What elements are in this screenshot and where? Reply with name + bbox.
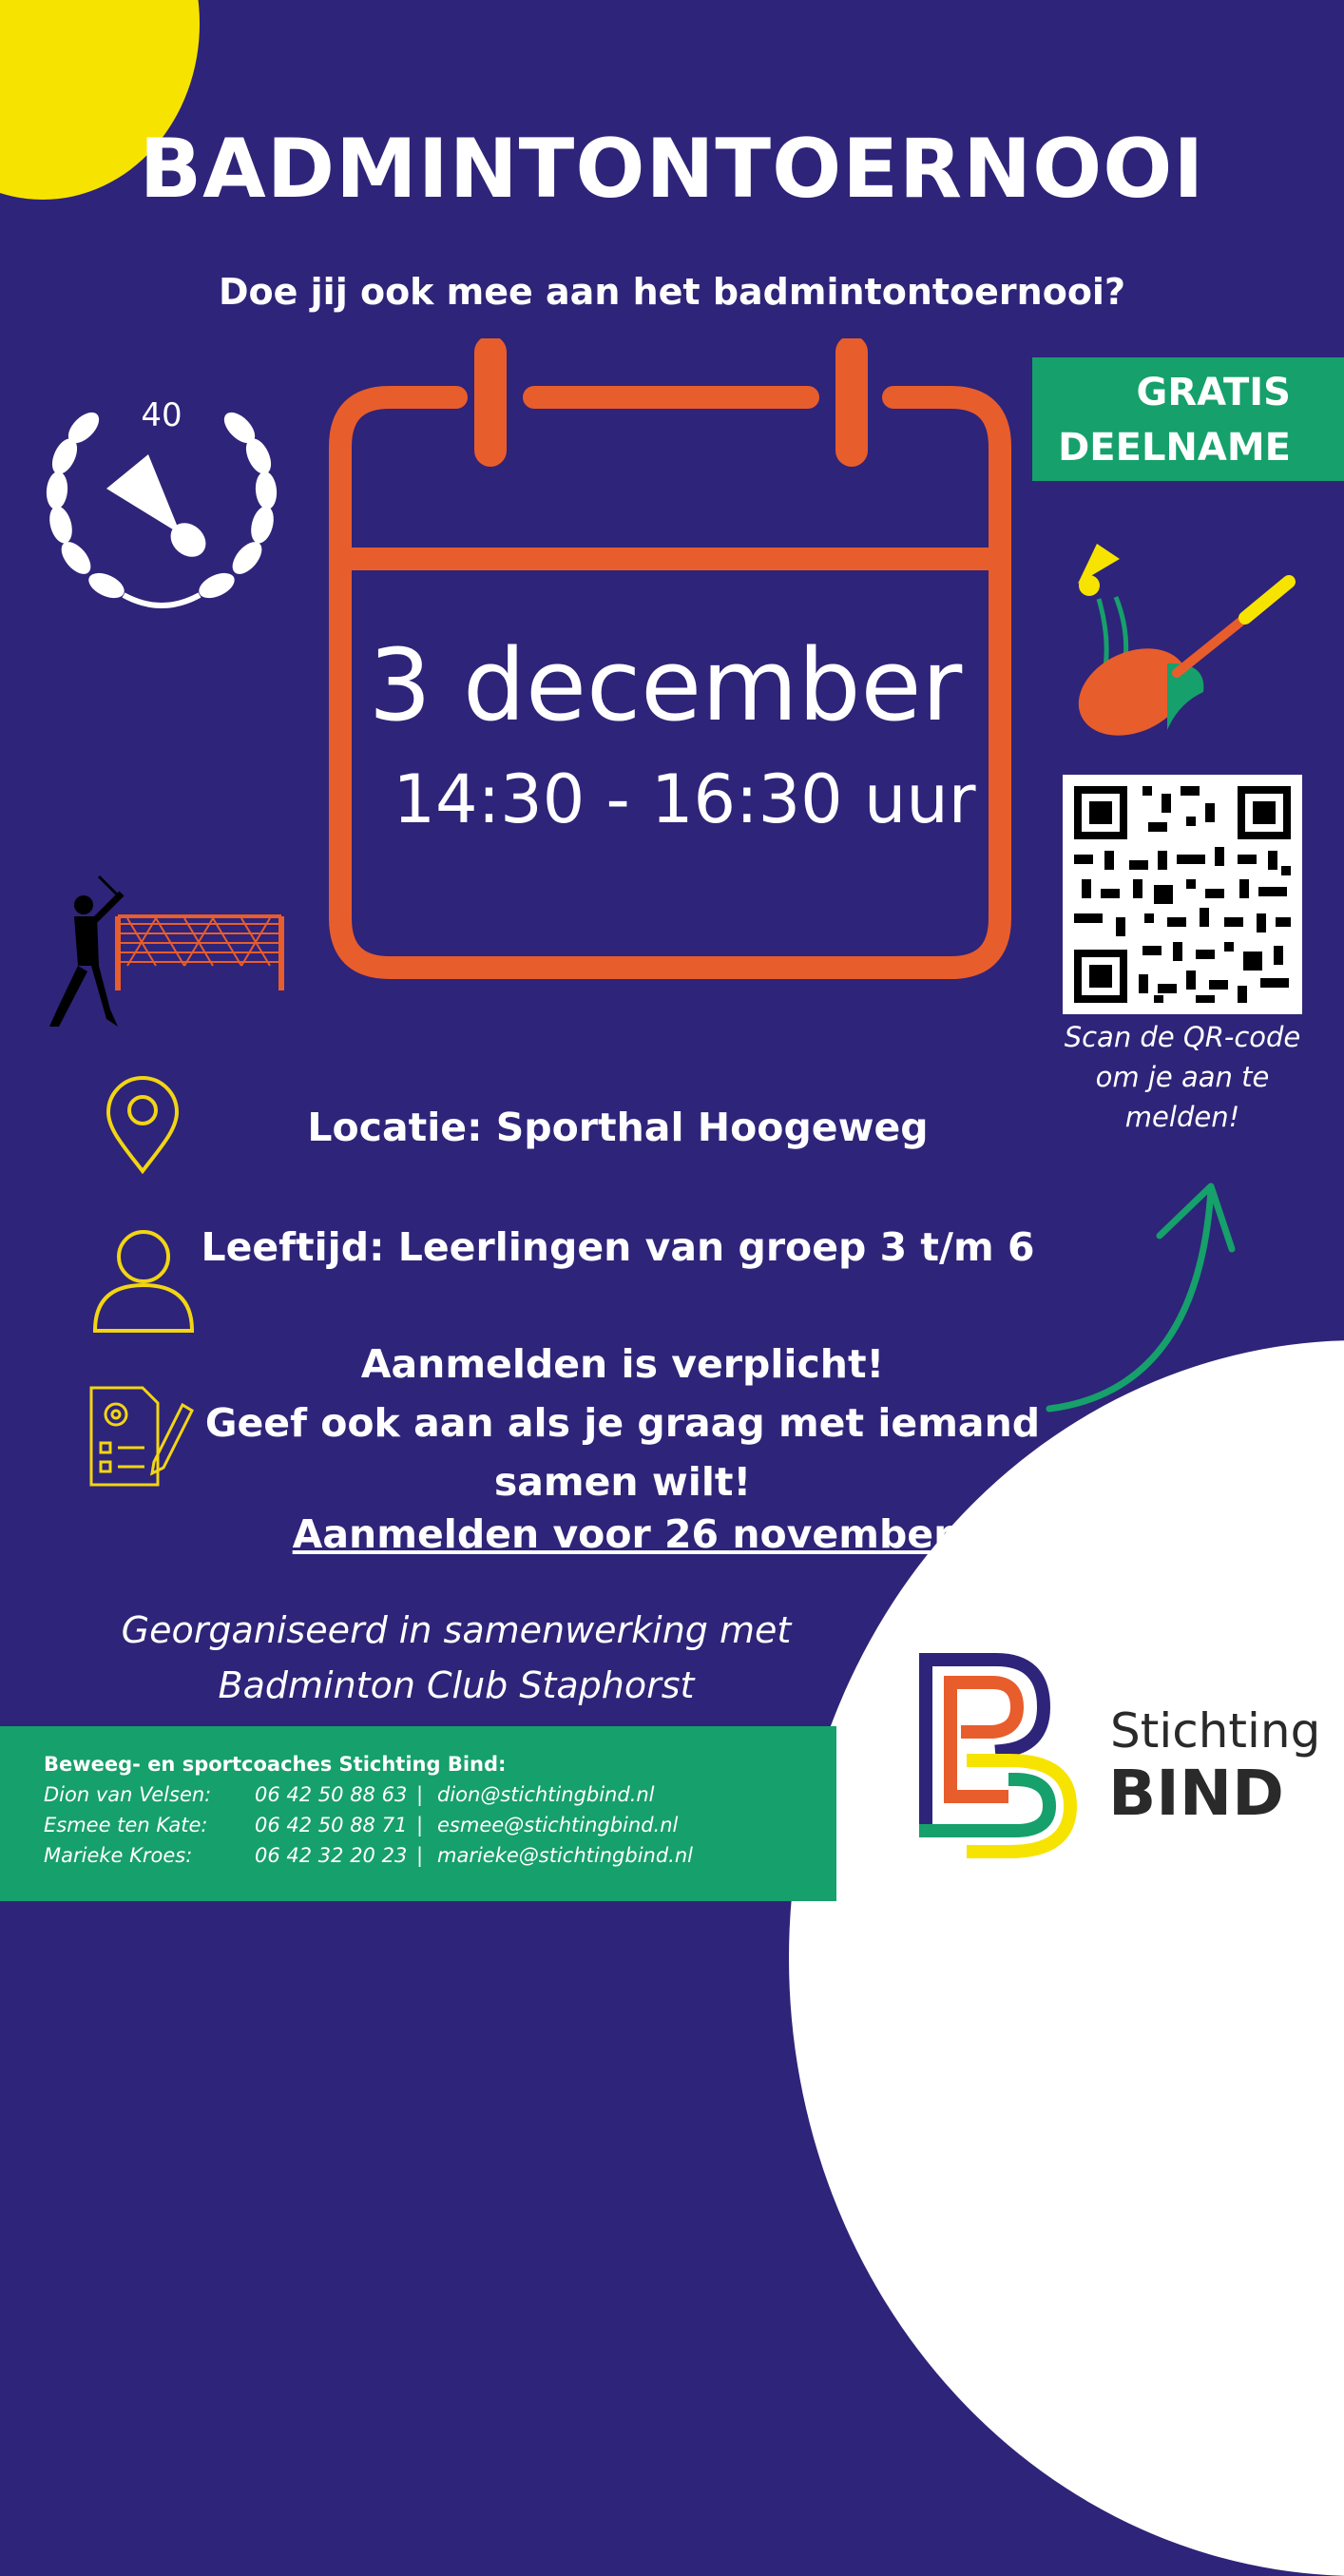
event-time: 14:30 - 16:30 uur [393,760,976,838]
contact-phone[interactable]: 06 42 50 88 63 [255,1783,408,1806]
qr-caption-line: om je aan te [1095,1061,1270,1093]
contact-phone[interactable]: 06 42 50 88 71 [255,1814,408,1836]
contact-email[interactable]: marieke@stichtingbind.nl [437,1844,693,1867]
contact-list [44,1749,693,1871]
badge-line: DEELNAME [1058,426,1291,470]
qr-caption-line: Scan de QR-code [1064,1021,1301,1053]
age-info: Leeftijd: Leerlingen van groep 3 t/m 6 [201,1224,1035,1270]
person-icon [91,1226,196,1336]
laurel-number: 40 [141,396,182,434]
subtitle: Doe jij ook mee aan het badmintontoernooi? [219,271,1125,313]
event-date: 3 december [368,627,963,743]
contact-email[interactable]: esmee@stichtingbind.nl [437,1814,679,1836]
contact-row [44,1779,693,1810]
registration-deadline: Aanmelden voor 26 november [292,1511,953,1557]
contact-name: Marieke Kroes: [44,1844,193,1867]
page-title: BADMINTONTOERNOOI [139,122,1205,217]
contact-name: Esmee ten Kate: [44,1814,208,1836]
contact-email[interactable]: dion@stichtingbind.nl [437,1783,655,1806]
contact-phone[interactable]: 06 42 32 20 23 [255,1844,408,1867]
free-participation-badge [1032,357,1344,481]
location-pin-icon [105,1074,181,1179]
bind-logo [911,1644,1101,1863]
organized-line: Georganiseerd in samenwerking met [121,1609,792,1651]
badminton-player-icon [23,867,289,1038]
logo-text-bind: BIND [1108,1757,1284,1830]
registration-info [181,1335,1065,1511]
contact-row [44,1810,693,1840]
badge-line: GRATIS [1136,371,1291,414]
separator: | [416,1783,424,1806]
arrow-icon [1036,1169,1245,1426]
contact-heading: Beweeg- en sportcoaches Stichting Bind: [44,1753,507,1776]
logo-text-stichting: Stichting [1110,1703,1321,1759]
organized-by [86,1603,827,1713]
location-info: Locatie: Sporthal Hoogeweg [307,1105,929,1150]
form-icon [87,1384,194,1490]
contact-row [44,1840,693,1871]
contact-name: Dion van Velsen: [44,1783,212,1806]
qr-caption-line: melden! [1124,1101,1240,1133]
separator: | [416,1814,424,1836]
registration-line: Geef ook aan als je graag met iemand [204,1400,1041,1446]
registration-line: Aanmelden is verplicht! [360,1341,885,1387]
laurel-shuttlecock-icon [38,392,285,620]
qr-caption [1046,1017,1319,1137]
separator: | [416,1844,424,1867]
qr-code[interactable] [1063,775,1302,1014]
organized-line: Badminton Club Staphorst [218,1664,695,1706]
shuttlecock-racket-icon [1065,540,1302,749]
registration-line: samen wilt! [493,1459,752,1505]
